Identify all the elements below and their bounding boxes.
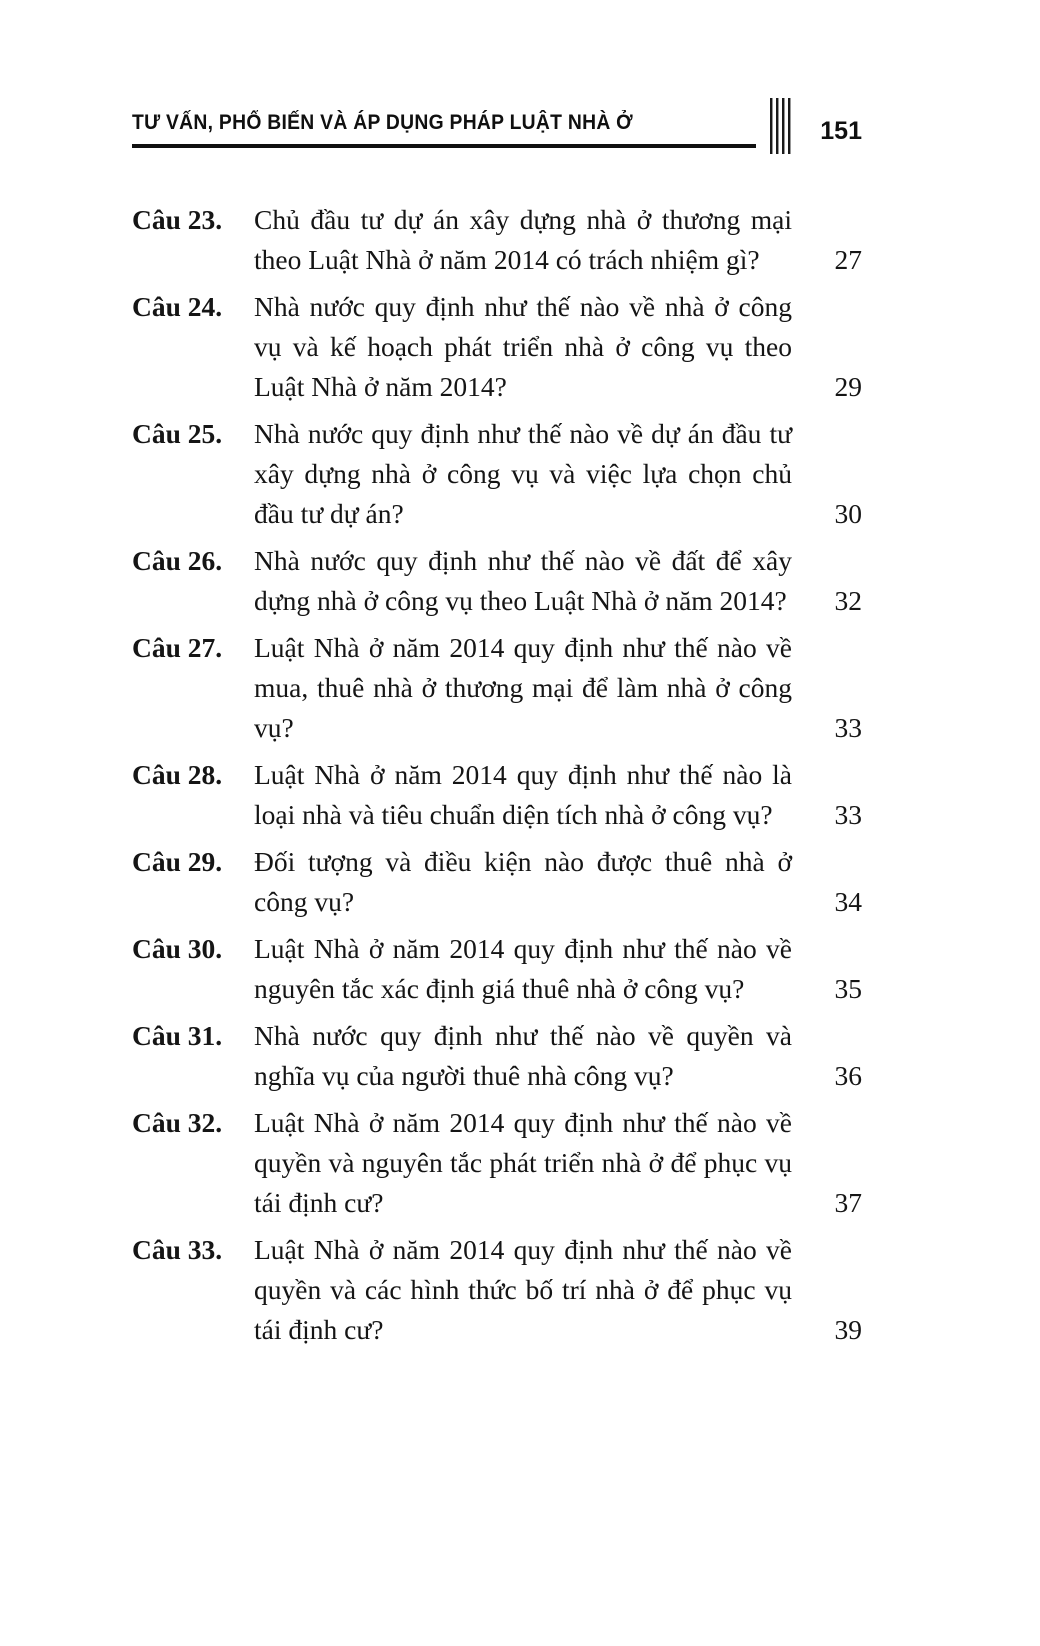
toc-entry-text: Chủ đầu tư dự án xây dựng nhà ở thương mại theo Luật Nhà ở năm 2014 có trách nhiệm gì? — [254, 204, 792, 275]
toc-entry-label: Câu 29. — [132, 846, 223, 877]
toc-entry-label: Câu 24. — [132, 291, 223, 322]
toc-entry-label: Câu 25. — [132, 418, 223, 449]
running-header — [132, 98, 862, 148]
toc-entry — [132, 755, 862, 835]
toc-entry-text: Nhà nước quy định như thế nào về quyền và nghĩa vụ của người thuê nhà công vụ? — [254, 1020, 792, 1091]
toc-entry — [132, 1230, 862, 1350]
toc-entry-page-number: 35 — [834, 973, 862, 1004]
page-number: 151 — [820, 117, 862, 145]
toc-entry-page-number: 34 — [834, 886, 862, 917]
toc-entry-page-number: 32 — [834, 585, 862, 616]
toc-entry — [132, 628, 862, 748]
toc-entry-page-number: 37 — [834, 1187, 862, 1218]
toc-entry-page-number: 27 — [834, 244, 862, 275]
toc-entry-text: Nhà nước quy định như thế nào về dự án đầu tư xây dựng nhà ở công vụ và việc lựa chọn chủ đầu tư dự án? — [254, 418, 792, 529]
toc-entry-label: Câu 23. — [132, 204, 223, 235]
header-title: TƯ VẤN, PHỔ BIẾN VÀ ÁP DỤNG PHÁP LUẬT NHÀ Ở — [132, 111, 633, 134]
toc-entry — [132, 842, 862, 922]
toc-entry-page-number: 30 — [834, 498, 862, 529]
toc-entry-text: Đối tượng và điều kiện nào được thuê nhà ở công vụ? — [254, 846, 792, 917]
toc-entry-label: Câu 32. — [132, 1107, 223, 1138]
toc-entry-label: Câu 26. — [132, 545, 223, 576]
toc-entry — [132, 929, 862, 1009]
toc-entry — [132, 1016, 862, 1096]
toc-entry-label: Câu 27. — [132, 632, 223, 663]
toc-entry-page-number: 36 — [834, 1060, 862, 1091]
toc-entry-text: Nhà nước quy định như thế nào về đất để xây dựng nhà ở công vụ theo Luật Nhà ở năm 2014? — [254, 545, 792, 616]
toc-entry — [132, 414, 862, 534]
toc-entry-page-number: 29 — [834, 371, 862, 402]
toc-entry-label: Câu 30. — [132, 933, 223, 964]
toc-entry-text: Luật Nhà ở năm 2014 quy định như thế nào về quyền và các hình thức bố trí nhà ở để phục vụ tái định cư? — [254, 1234, 792, 1345]
toc-entry-label: Câu 31. — [132, 1020, 223, 1051]
toc-entry-text: Nhà nước quy định như thế nào về nhà ở công vụ và kế hoạch phát triển nhà ở công vụ theo Luật Nhà ở năm 2014? — [254, 291, 792, 402]
toc-entry-page-number: 33 — [834, 799, 862, 830]
toc-entry — [132, 287, 862, 407]
header-ornament-stripes — [770, 98, 792, 154]
toc-entry-text: Luật Nhà ở năm 2014 quy định như thế nào là loại nhà và tiêu chuẩn diện tích nhà ở công vụ? — [254, 759, 792, 830]
header-rule — [132, 111, 756, 148]
toc-entry-label: Câu 33. — [132, 1234, 223, 1265]
toc-entry-page-number: 33 — [834, 712, 862, 743]
toc-entry-page-number: 39 — [834, 1314, 862, 1345]
toc-list — [132, 200, 862, 1350]
toc-entry — [132, 1103, 862, 1223]
toc-entry-text: Luật Nhà ở năm 2014 quy định như thế nào về quyền và nguyên tắc phát triển nhà ở để phục vụ tái định cư? — [254, 1107, 792, 1218]
toc-entry-text: Luật Nhà ở năm 2014 quy định như thế nào về nguyên tắc xác định giá thuê nhà ở công vụ? — [254, 933, 792, 1004]
toc-entry — [132, 541, 862, 621]
toc-entry — [132, 200, 862, 280]
toc-entry-text: Luật Nhà ở năm 2014 quy định như thế nào về mua, thuê nhà ở thương mại để làm nhà ở công vụ? — [254, 632, 792, 743]
toc-entry-label: Câu 28. — [132, 759, 223, 790]
